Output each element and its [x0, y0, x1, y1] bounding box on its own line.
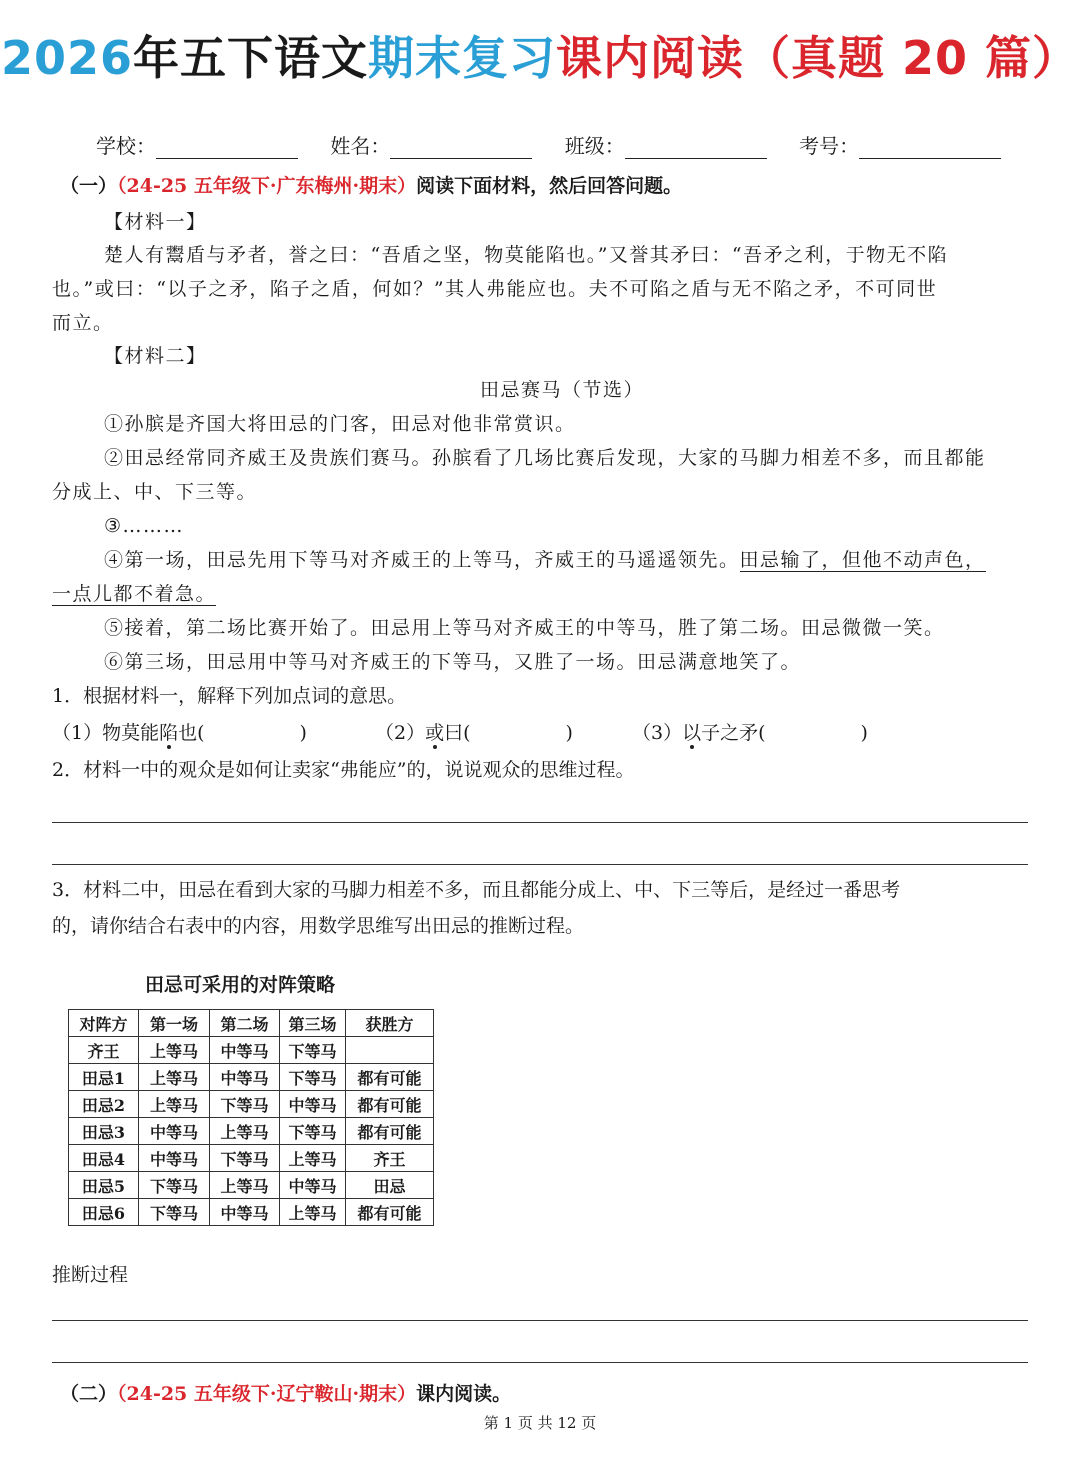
table-row	[69, 1091, 434, 1118]
table-cell: 中等马	[210, 1064, 280, 1091]
answer-line[interactable]	[52, 1320, 1028, 1321]
name-label: 姓名：	[330, 134, 391, 158]
table-header-cell: 第一场	[139, 1010, 210, 1037]
table-row	[69, 1145, 434, 1172]
table-cell: 中等马	[280, 1091, 346, 1118]
material1-line2: 也。”或曰：“以子之矛，陷子之盾，何如？”其人弗能应也。夫不可陷之盾与无不陷之矛，不可同世	[52, 278, 938, 300]
table-cell: 齐王	[69, 1037, 139, 1064]
table-cell: 田忌4	[69, 1145, 139, 1172]
answer-line[interactable]	[52, 864, 1028, 865]
table-cell: 中等马	[139, 1145, 210, 1172]
table-cell: 都有可能	[346, 1064, 434, 1091]
table-cell: 上等马	[139, 1064, 210, 1091]
section2-heading: （二）（24-25 五年级下·辽宁鞍山·期末）课内阅读。	[60, 1383, 512, 1405]
page-title: 2026年五下语文期末复习课内阅读（真题 20 篇）	[0, 31, 1080, 85]
table-cell: 上等马	[139, 1037, 210, 1064]
table-cell: 上等马	[210, 1118, 280, 1145]
section1-heading: （一）（24-25 五年级下·广东梅州·期末）阅读下面材料，然后回答问题。	[60, 175, 683, 197]
answer-line[interactable]	[52, 1362, 1028, 1363]
question-2: 2．材料一中的观众是如何让卖家“弗能应”的，说说观众的思维过程。	[52, 759, 635, 781]
table-cell: 都有可能	[346, 1118, 434, 1145]
table-cell: 上等马	[139, 1091, 210, 1118]
table-cell: 齐王	[346, 1145, 434, 1172]
table-cell: 中等马	[139, 1118, 210, 1145]
table-cell: 下等马	[139, 1172, 210, 1199]
table-cell: 下等马	[280, 1118, 346, 1145]
table-cell: 中等马	[210, 1199, 280, 1226]
table-header-cell: 第二场	[210, 1010, 280, 1037]
strategy-table	[68, 1009, 434, 1226]
table-cell: 田忌2	[69, 1091, 139, 1118]
para-5: ⑤接着，第二场比赛开始了。田忌用上等马对齐威王的中等马，胜了第二场。田忌微微一笑。	[104, 617, 945, 639]
table-cell: 田忌6	[69, 1199, 139, 1226]
class-label: 班级：	[564, 134, 625, 158]
table-cell: 上等马	[210, 1172, 280, 1199]
table-header-cell: 获胜方	[346, 1010, 434, 1037]
reasoning-label: 推断过程	[52, 1264, 129, 1286]
table-cell: 都有可能	[346, 1199, 434, 1226]
table-row	[69, 1037, 434, 1064]
table-row	[69, 1118, 434, 1145]
table-cell	[346, 1037, 434, 1064]
exam-no-label: 考号：	[799, 134, 860, 158]
table-cell: 下等马	[210, 1091, 280, 1118]
table-cell: 下等马	[139, 1199, 210, 1226]
table-row	[69, 1064, 434, 1091]
question-3a: 3．材料二中，田忌在看到大家的马脚力相差不多，而且都能分成上、中、下三等后，是经过一番思考	[52, 879, 901, 901]
page-footer: 第 1 页 共 12 页	[483, 1414, 597, 1432]
question-3b: 的，请你结合右表中的内容，用数学思维写出田忌的推断过程。	[52, 915, 585, 937]
table-row	[69, 1199, 434, 1226]
question-1: 1．根据材料一，解释下列加点词的意思。	[52, 685, 407, 707]
table-header-cell: 对阵方	[69, 1010, 139, 1037]
school-label: 学校：	[96, 134, 156, 158]
para-1: ①孙膑是齐国大将田忌的门客，田忌对他非常赏识。	[104, 413, 576, 435]
para-4b: 一点儿都不着急。	[52, 583, 217, 605]
material1-line3: 而立。	[52, 312, 114, 334]
table-cell: 都有可能	[346, 1091, 434, 1118]
underlined-sentence: 田忌输了，但他不动声色，	[739, 549, 986, 571]
table-cell: 田忌	[346, 1172, 434, 1199]
table-cell: 下等马	[280, 1064, 346, 1091]
student-info-row	[96, 130, 1027, 159]
table-cell: 中等马	[210, 1037, 280, 1064]
material1-label: 【材料一】	[104, 211, 207, 233]
table-cell: 田忌3	[69, 1118, 139, 1145]
para-4a: ④第一场，田忌先用下等马对齐威王的上等马，齐威王的马遥遥领先。田忌输了，但他不动声色，	[104, 549, 986, 571]
name-field[interactable]	[390, 138, 532, 159]
q1-item-2[interactable]: （2）或曰( )	[375, 722, 573, 744]
table-row	[69, 1172, 434, 1199]
table-cell: 上等马	[280, 1145, 346, 1172]
material2-label: 【材料二】	[104, 345, 207, 367]
table-cell: 下等马	[210, 1145, 280, 1172]
table-header-cell: 第三场	[280, 1010, 346, 1037]
table-cell: 下等马	[280, 1037, 346, 1064]
strategy-table-title: 田忌可采用的对阵策略	[145, 974, 336, 996]
exam-no-field[interactable]	[859, 138, 1001, 159]
material2-title: 田忌赛马（节选）	[480, 379, 645, 401]
para-2b: 分成上、中、下三等。	[52, 481, 258, 503]
class-field[interactable]	[625, 138, 767, 159]
table-cell: 田忌5	[69, 1172, 139, 1199]
material1-line1: 楚人有鬻盾与矛者，誉之曰：“吾盾之坚，物莫能陷也。”又誉其矛曰：“吾矛之利，于物无不陷	[104, 244, 949, 266]
q1-item-3[interactable]: （3）以子之矛( )	[632, 722, 868, 744]
para-6: ⑥第三场，田忌用中等马对齐威王的下等马，又胜了一场。田忌满意地笑了。	[104, 651, 802, 673]
table-cell: 上等马	[280, 1199, 346, 1226]
para-2a: ②田忌经常同齐威王及贵族们赛马。孙膑看了几场比赛后发现，大家的马脚力相差不多，而且都能	[104, 447, 986, 469]
para-3: ③………	[104, 515, 185, 537]
table-cell: 中等马	[280, 1172, 346, 1199]
answer-line[interactable]	[52, 822, 1028, 823]
school-field[interactable]	[156, 138, 298, 159]
table-header-row	[69, 1010, 434, 1037]
q1-item-1[interactable]: （1）物莫能陷也( )	[52, 722, 307, 744]
table-cell: 田忌1	[69, 1064, 139, 1091]
